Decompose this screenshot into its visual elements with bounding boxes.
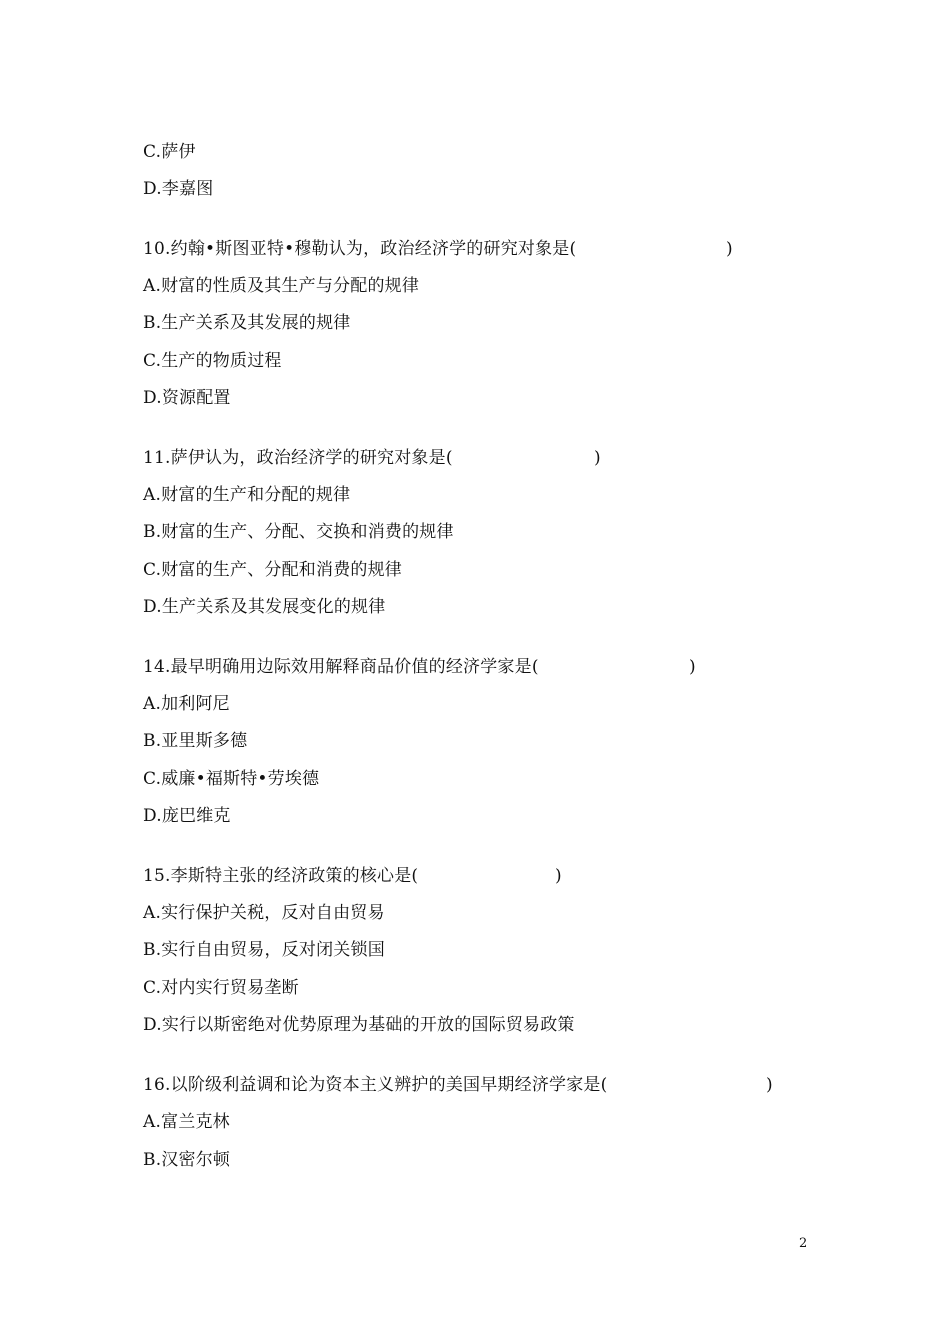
question-14-option-c: C.威廉•福斯特•劳埃德	[143, 769, 320, 789]
question-15-close-paren: )	[555, 866, 562, 886]
question-10-close-paren: )	[726, 239, 733, 259]
question-14-option-a: A.加利阿尼	[143, 694, 230, 714]
option-d-previous: D.李嘉图	[143, 179, 214, 199]
question-15-option-a: A.实行保护关税，反对自由贸易	[143, 903, 385, 923]
question-10-option-a: A.财富的性质及其生产与分配的规律	[143, 276, 420, 296]
question-14-option-d: D.庞巴维克	[143, 806, 231, 826]
question-10: 10.约翰•斯图亚特•穆勒认为，政治经济学的研究对象是(	[143, 239, 577, 259]
question-10-option-c: C.生产的物质过程	[143, 351, 282, 371]
question-15: 15.李斯特主张的经济政策的核心是(	[143, 866, 419, 886]
question-11-close-paren: )	[594, 448, 601, 468]
question-11-option-b: B.财富的生产、分配、交换和消费的规律	[143, 522, 454, 542]
question-16: 16.以阶级利益调和论为资本主义辨护的美国早期经济学家是(	[143, 1075, 608, 1095]
question-14-close-paren: )	[689, 657, 696, 677]
option-c-previous: C.萨伊	[143, 142, 196, 162]
question-11: 11.萨伊认为，政治经济学的研究对象是(	[143, 448, 453, 468]
question-16-option-b: B.汉密尔顿	[143, 1150, 231, 1170]
question-10-option-b: B.生产关系及其发展的规律	[143, 313, 351, 333]
question-11-option-d: D.生产关系及其发展变化的规律	[143, 597, 386, 617]
question-11-option-a: A.财富的生产和分配的规律	[143, 485, 351, 505]
question-16-option-a: A.富兰克林	[143, 1112, 230, 1132]
question-15-option-c: C.对内实行贸易垄断	[143, 978, 299, 998]
question-16-close-paren: )	[766, 1075, 773, 1095]
question-10-option-d: D.资源配置	[143, 388, 231, 408]
question-11-option-c: C.财富的生产、分配和消费的规律	[143, 560, 403, 580]
page-number: 2	[799, 1236, 808, 1251]
question-14: 14.最早明确用边际效用解释商品价值的经济学家是(	[143, 657, 539, 677]
question-15-option-b: B.实行自由贸易，反对闭关锁国	[143, 940, 385, 960]
question-15-option-d: D.实行以斯密绝对优势原理为基础的开放的国际贸易政策	[143, 1015, 575, 1035]
question-14-option-b: B.亚里斯多德	[143, 731, 248, 751]
